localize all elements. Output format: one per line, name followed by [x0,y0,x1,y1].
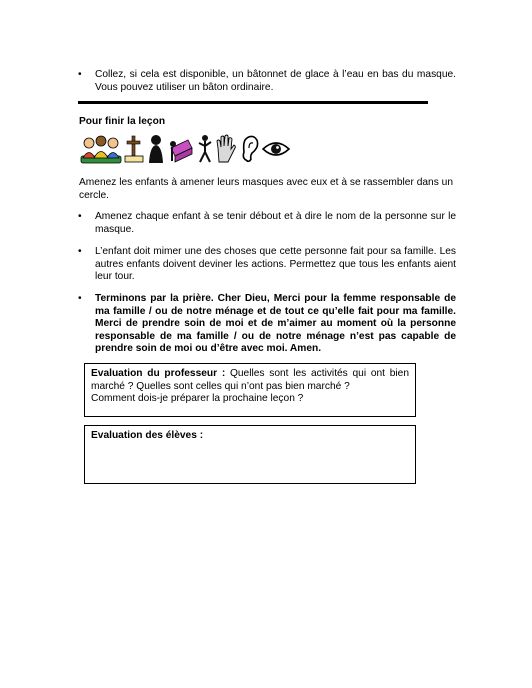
student-evaluation-label: Evaluation des élèves : [91,430,204,441]
section-heading: Pour finir la leçon [79,116,166,127]
ear-icon [240,134,260,164]
hand-icon [214,134,236,164]
prayer-text: Terminons par la prière. Cher Dieu, Merci pour la femme responsable de ma famille / ou de notre ménage et de tout ce qu’elle fait pour ma famille. Merci de prendre soin de moi et de m’aimer au moment où la personne responsable de ma famille / ou de notre ménage n’est pas capable de prendre soin de moi ou d’être avec moi. Amen. [95,293,456,355]
children-group-icon [80,134,122,164]
bullet-icon: • [78,293,82,304]
teacher-evaluation-label: Evaluation du professeur : [91,368,226,379]
section-divider [78,101,428,104]
intro-paragraph: Amenez les enfants à amener leurs masques avec eux et à se rassembler dans un cercle. [79,177,453,201]
dance-figure-icon [196,134,214,164]
praying-child-icon [146,134,166,164]
teacher-evaluation-text: Quelles sont les activités qui ont bien marché ? Quelles sont celles qui n’ont pas bien marché ? [91,368,410,392]
bullet-icon: • [78,211,82,222]
student-evaluation-box [84,425,416,484]
gift-icon [168,134,194,164]
teacher-evaluation-box [84,363,416,417]
list-item [78,293,456,356]
list-item [78,246,456,284]
activity-icons-strip [80,134,290,164]
list-item [78,211,456,236]
list-item-text: Collez, si cela est disponible, un bâtonnet de glace à l’eau en bas du masque. Vous pouvez utiliser un bâton ordinaire. [95,69,456,93]
eye-icon [262,134,290,164]
cross-bible-icon [124,134,144,164]
list-item [78,69,456,94]
list-item-text: Amenez chaque enfant à se tenir débout et à dire le nom de la personne sur le masque. [95,211,456,235]
bullet-icon: • [78,69,82,80]
list-item-text: L’enfant doit mimer une des choses que cette personne fait pour sa famille. Les autres enfants doivent deviner les actions. Permettez que tous les enfants aient leur tour. [95,246,456,283]
teacher-evaluation-question: Comment dois-je préparer la prochaine leçon ? [91,393,304,405]
bullet-icon: • [78,246,82,257]
